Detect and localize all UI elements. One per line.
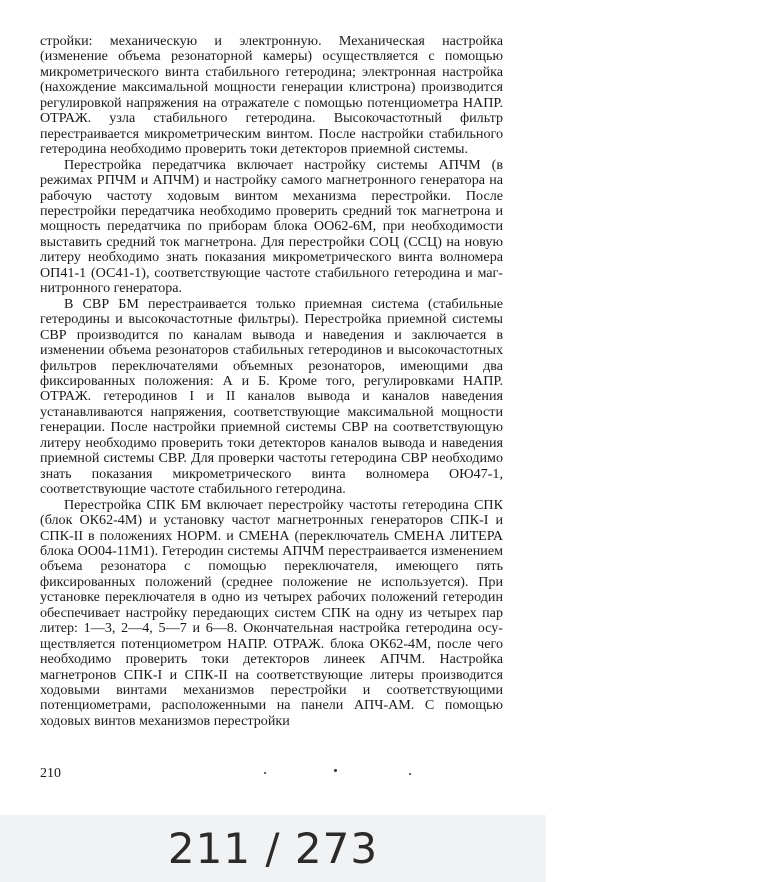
scan-speck <box>409 773 411 775</box>
paragraph: Перестройка СПК БМ включает перестройку частоты гетеродина СПК (блок ОК62-4М) и установку частот магнетронных генераторов СПК-I и СПК-II в положениях НОРМ. и СМЕНА (переключатель СМЕНА ЛИТЕРА блока ОО04-11М1). Гетеродин системы АПЧМ перестраивается изменением объема резонатора с помощью переключателя, имеющего пять фиксированных положений (среднее положение не используется). При установке переключателя в одно из четырех рабочих положений гетеродин обеспечивает настройку передающих систем СПК на одну из четырех пар литер: 1—3, 2—4, 5—7 и 6—8. Окончательная настройка гетеродина осуществляется потенциометром НАПР. ОТРАЖ. блока ОК62-4М, после чего необходимо проверить токи детекторов линеек АПЧМ. Настройка магнетронов СПК-I и СПК-II на соответствующие литеры производится ходовыми винтами механизмов перестройки и соответствующими потенциометрами, расположенными на панели АПЧ-АМ. С помощью ходовых винтов механизмов перестройки <box>40 496 503 729</box>
scan-speck <box>334 769 337 772</box>
scan-speck <box>264 772 266 774</box>
page-indicator-bar <box>0 815 546 882</box>
paragraph: Перестройка передатчика включает настройку системы АПЧМ (в режимах РПЧМ и АПЧМ) и настройку самого магнетронного генератора на рабочую частоту ходовым винтом механизма перестройки. После перестройки передатчика необходимо проверить средний ток магнетрона и мощность передатчика по приборам блока ОО62-6М, при необходимости выставить средний ток магнетрона. Для перестройки СОЦ (ССЦ) на новую литеру необходимо знать показания микрометрического винта волномера ОП41-1 (ОС41-1), соответствующие частоте стабильного гетеродина и магнитронного генератора. <box>40 156 503 297</box>
body-text <box>40 34 503 729</box>
page-number: 210 <box>40 766 61 781</box>
paragraph: стройки: механическую и электронную. Механическая настройка (изменение объема резонаторной камеры) осуществляется с помощью микрометрического винта стабильного гетеродина; электронная настройка (нахождение максимальной мощности генерации клистрона) производится регулировкой напряжения на отражателе с помощью потенциометра НАПР. ОТРАЖ. узла стабильного гетеродина. Высокочастотный фильтр перестраивается микрометрическим винтом. После настройки стабильного гетеродина необходимо проверить токи детекторов приемной системы. <box>40 33 503 158</box>
page-indicator: 211 / 273 <box>167 824 379 873</box>
paragraph: В СВР БМ перестраивается только приемная система (стабильные гетеродины и высокочастотные фильтры). Перестройка приемной системы СВР производится по каналам вывода и наведения и заключается в изменении объема резонаторов стабильных гетеродинов и высокочастотных фильтров переключателями объемных резонаторов, имеющими два фиксированных положения: А и Б. Кроме того, регулировками НАПР. ОТРАЖ. гетеродинов I и II каналов вывода и каналов наведения устанавливаются напряжения, соответствующие максимальной мощности генерации. После настройки приемной системы СВР на соответствующую литеру необходимо проверить токи детекторов каналов вывода и наведения приемной системы СВР. Для проверки частоты гетеродина СВР необходимо знать показания микрометрического винта волномера ОЮ47-1, соответствующие частоте стабильного гетеродина. <box>40 295 503 498</box>
